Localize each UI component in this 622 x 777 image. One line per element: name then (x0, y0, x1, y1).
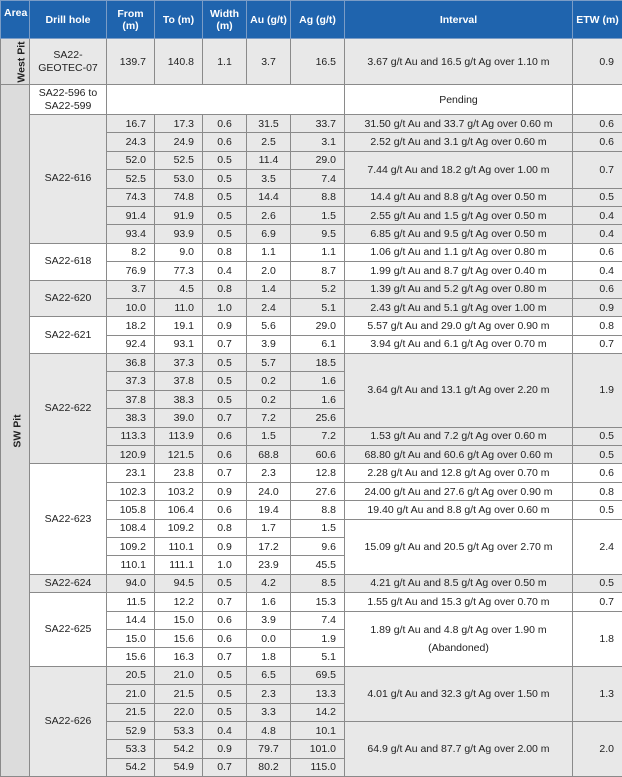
from-cell: 20.5 (107, 666, 155, 684)
etw-cell: 0.5 (573, 427, 622, 445)
from-cell: 139.7 (107, 39, 155, 85)
interval-cell: 15.09 g/t Au and 20.5 g/t Ag over 2.70 m (345, 519, 573, 574)
empty-cell (573, 85, 622, 115)
ag-cell: 1.1 (291, 243, 345, 261)
au-cell: 3.3 (247, 703, 291, 721)
to-cell: 39.0 (155, 409, 203, 427)
header-width: Width (m) (203, 1, 247, 39)
width-cell: 0.5 (203, 354, 247, 372)
ag-cell: 14.2 (291, 703, 345, 721)
au-cell: 11.4 (247, 151, 291, 169)
ag-cell: 1.6 (291, 372, 345, 390)
interval-cell: 4.01 g/t Au and 32.3 g/t Ag over 1.50 m (345, 666, 573, 721)
au-cell: 6.9 (247, 225, 291, 243)
width-cell: 0.7 (203, 593, 247, 611)
au-cell: 23.9 (247, 556, 291, 574)
from-cell: 120.9 (107, 446, 155, 464)
au-cell: 5.7 (247, 354, 291, 372)
to-cell: 23.8 (155, 464, 203, 482)
ag-cell: 18.5 (291, 354, 345, 372)
to-cell: 37.3 (155, 354, 203, 372)
to-cell: 94.5 (155, 574, 203, 592)
interval-cell: 6.85 g/t Au and 9.5 g/t Ag over 0.50 m (345, 225, 573, 243)
from-cell: 54.2 (107, 758, 155, 776)
au-cell: 1.8 (247, 648, 291, 666)
header-to: To (m) (155, 1, 203, 39)
drill-hole-cell: SA22-GEOTEC-07 (30, 39, 107, 85)
from-cell: 74.3 (107, 188, 155, 206)
to-cell: 4.5 (155, 280, 203, 298)
table-row (1, 593, 622, 611)
interval-cell: 64.9 g/t Au and 87.7 g/t Ag over 2.00 m (345, 721, 573, 776)
ag-cell: 8.7 (291, 262, 345, 280)
table-row (1, 85, 622, 115)
ag-cell: 5.2 (291, 280, 345, 298)
width-cell: 0.6 (203, 115, 247, 133)
table-row (1, 354, 622, 372)
etw-cell: 2.0 (573, 721, 622, 776)
width-cell: 1.0 (203, 298, 247, 316)
width-cell: 1.1 (203, 39, 247, 85)
width-cell: 0.5 (203, 372, 247, 390)
width-cell: 0.6 (203, 611, 247, 629)
width-cell: 0.5 (203, 151, 247, 169)
to-cell: 109.2 (155, 519, 203, 537)
drill-hole-cell: SA22-625 (30, 593, 107, 667)
au-cell: 2.0 (247, 262, 291, 280)
header-au: Au (g/t) (247, 1, 291, 39)
width-cell: 0.9 (203, 482, 247, 500)
etw-cell: 0.6 (573, 243, 622, 261)
width-cell: 0.5 (203, 685, 247, 703)
interval-cell: 24.00 g/t Au and 27.6 g/t Ag over 0.90 m (345, 482, 573, 500)
width-cell: 0.7 (203, 648, 247, 666)
interval-cell: 2.55 g/t Au and 1.5 g/t Ag over 0.50 m (345, 206, 573, 224)
header-area: Area (1, 1, 30, 39)
table-row (1, 39, 622, 85)
header-drill-hole: Drill hole (30, 1, 107, 39)
to-cell: 93.1 (155, 335, 203, 353)
header-ag: Ag (g/t) (291, 1, 345, 39)
width-cell: 0.5 (203, 188, 247, 206)
etw-cell: 0.4 (573, 262, 622, 280)
to-cell: 15.0 (155, 611, 203, 629)
au-cell: 7.2 (247, 409, 291, 427)
drill-hole-cell: SA22-626 (30, 666, 107, 776)
to-cell: 21.0 (155, 666, 203, 684)
etw-cell: 0.6 (573, 464, 622, 482)
etw-cell: 0.9 (573, 298, 622, 316)
etw-cell: 0.7 (573, 151, 622, 188)
etw-cell: 0.7 (573, 593, 622, 611)
header-row (1, 1, 622, 39)
table-row (1, 115, 622, 133)
from-cell: 108.4 (107, 519, 155, 537)
drill-hole-cell: SA22-623 (30, 464, 107, 574)
abandoned-note: (Abandoned) (349, 641, 568, 655)
etw-cell: 0.4 (573, 206, 622, 224)
au-cell: 0.2 (247, 390, 291, 408)
width-cell: 0.5 (203, 574, 247, 592)
drill-hole-cell: SA22-618 (30, 243, 107, 280)
from-cell: 21.0 (107, 685, 155, 703)
width-cell: 0.7 (203, 758, 247, 776)
empty-cell (107, 85, 345, 115)
from-cell: 93.4 (107, 225, 155, 243)
ag-cell: 25.6 (291, 409, 345, 427)
to-cell: 106.4 (155, 501, 203, 519)
from-cell: 18.2 (107, 317, 155, 335)
ag-cell: 60.6 (291, 446, 345, 464)
ag-cell: 5.1 (291, 648, 345, 666)
to-cell: 24.9 (155, 133, 203, 151)
au-cell: 5.6 (247, 317, 291, 335)
to-cell: 15.6 (155, 629, 203, 647)
interval-cell: 5.57 g/t Au and 29.0 g/t Ag over 0.90 m (345, 317, 573, 335)
au-cell: 4.2 (247, 574, 291, 592)
au-cell: 0.2 (247, 372, 291, 390)
etw-cell: 0.7 (573, 335, 622, 353)
width-cell: 0.8 (203, 519, 247, 537)
table-row (1, 243, 622, 261)
interval-cell: 1.06 g/t Au and 1.1 g/t Ag over 0.80 m (345, 243, 573, 261)
table-row (1, 317, 622, 335)
ag-cell: 15.3 (291, 593, 345, 611)
ag-cell: 16.5 (291, 39, 345, 85)
au-cell: 4.8 (247, 721, 291, 739)
ag-cell: 8.8 (291, 501, 345, 519)
au-cell: 2.5 (247, 133, 291, 151)
header-etw: ETW (m) (573, 1, 622, 39)
width-cell: 0.6 (203, 501, 247, 519)
width-cell: 0.4 (203, 721, 247, 739)
ag-cell: 6.1 (291, 335, 345, 353)
to-cell: 21.5 (155, 685, 203, 703)
au-cell: 6.5 (247, 666, 291, 684)
etw-cell: 0.5 (573, 188, 622, 206)
to-cell: 77.3 (155, 262, 203, 280)
ag-cell: 69.5 (291, 666, 345, 684)
interval-cell: 3.67 g/t Au and 16.5 g/t Ag over 1.10 m (345, 39, 573, 85)
width-cell: 0.7 (203, 335, 247, 353)
from-cell: 91.4 (107, 206, 155, 224)
from-cell: 52.0 (107, 151, 155, 169)
from-cell: 24.3 (107, 133, 155, 151)
to-cell: 110.1 (155, 537, 203, 555)
etw-cell: 0.5 (573, 501, 622, 519)
interval-cell: 4.21 g/t Au and 8.5 g/t Ag over 0.50 m (345, 574, 573, 592)
ag-cell: 13.3 (291, 685, 345, 703)
etw-cell: 1.8 (573, 611, 622, 666)
etw-cell: 1.3 (573, 666, 622, 721)
from-cell: 37.3 (107, 372, 155, 390)
au-cell: 3.9 (247, 335, 291, 353)
au-cell: 19.4 (247, 501, 291, 519)
from-cell: 53.3 (107, 740, 155, 758)
from-cell: 15.0 (107, 629, 155, 647)
au-cell: 1.6 (247, 593, 291, 611)
interval-cell: 68.80 g/t Au and 60.6 g/t Ag over 0.60 m (345, 446, 573, 464)
au-cell: 1.7 (247, 519, 291, 537)
to-cell: 11.0 (155, 298, 203, 316)
drill-hole-cell: SA22-624 (30, 574, 107, 592)
width-cell: 0.7 (203, 464, 247, 482)
area-west-pit: West Pit (1, 39, 30, 85)
to-cell: 121.5 (155, 446, 203, 464)
interval-cell: 3.94 g/t Au and 6.1 g/t Ag over 0.70 m (345, 335, 573, 353)
au-cell: 0.0 (247, 629, 291, 647)
table-row (1, 574, 622, 592)
from-cell: 94.0 (107, 574, 155, 592)
interval-cell: 3.64 g/t Au and 13.1 g/t Ag over 2.20 m (345, 354, 573, 428)
interval-cell: 2.52 g/t Au and 3.1 g/t Ag over 0.60 m (345, 133, 573, 151)
width-cell: 0.5 (203, 206, 247, 224)
from-cell: 3.7 (107, 280, 155, 298)
ag-cell: 115.0 (291, 758, 345, 776)
to-cell: 53.0 (155, 170, 203, 188)
to-cell: 19.1 (155, 317, 203, 335)
au-cell: 68.8 (247, 446, 291, 464)
from-cell: 14.4 (107, 611, 155, 629)
width-cell: 0.4 (203, 262, 247, 280)
au-cell: 79.7 (247, 740, 291, 758)
from-cell: 37.8 (107, 390, 155, 408)
width-cell: 0.6 (203, 629, 247, 647)
from-cell: 102.3 (107, 482, 155, 500)
ag-cell: 10.1 (291, 721, 345, 739)
to-cell: 22.0 (155, 703, 203, 721)
from-cell: 15.6 (107, 648, 155, 666)
table-row (1, 666, 622, 684)
width-cell: 0.5 (203, 666, 247, 684)
etw-cell: 1.9 (573, 354, 622, 428)
au-cell: 1.1 (247, 243, 291, 261)
from-cell: 105.8 (107, 501, 155, 519)
from-cell: 52.9 (107, 721, 155, 739)
au-cell: 14.4 (247, 188, 291, 206)
from-cell: 16.7 (107, 115, 155, 133)
from-cell: 11.5 (107, 593, 155, 611)
drill-hole-cell: SA22-621 (30, 317, 107, 354)
etw-cell: 0.8 (573, 482, 622, 500)
interval-cell: 2.28 g/t Au and 12.8 g/t Ag over 0.70 m (345, 464, 573, 482)
ag-cell: 9.5 (291, 225, 345, 243)
ag-cell: 8.8 (291, 188, 345, 206)
width-cell: 0.5 (203, 225, 247, 243)
to-cell: 91.9 (155, 206, 203, 224)
ag-cell: 8.5 (291, 574, 345, 592)
to-cell: 16.3 (155, 648, 203, 666)
au-cell: 1.4 (247, 280, 291, 298)
to-cell: 111.1 (155, 556, 203, 574)
pending-cell: Pending (345, 85, 573, 115)
interval-text: 1.89 g/t Au and 4.8 g/t Ag over 1.90 m (349, 623, 568, 637)
width-cell: 0.6 (203, 446, 247, 464)
ag-cell: 1.5 (291, 206, 345, 224)
etw-cell: 0.5 (573, 574, 622, 592)
interval-cell: 2.43 g/t Au and 5.1 g/t Ag over 1.00 m (345, 298, 573, 316)
ag-cell: 45.5 (291, 556, 345, 574)
etw-cell: 0.6 (573, 115, 622, 133)
width-cell: 0.9 (203, 740, 247, 758)
interval-cell: 1.39 g/t Au and 5.2 g/t Ag over 0.80 m (345, 280, 573, 298)
ag-cell: 1.5 (291, 519, 345, 537)
ag-cell: 33.7 (291, 115, 345, 133)
width-cell: 0.8 (203, 280, 247, 298)
drill-hole-cell: SA22-616 (30, 115, 107, 244)
au-cell: 1.5 (247, 427, 291, 445)
ag-cell: 7.2 (291, 427, 345, 445)
interval-cell: 1.55 g/t Au and 15.3 g/t Ag over 0.70 m (345, 593, 573, 611)
etw-cell: 0.9 (573, 39, 622, 85)
width-cell: 0.5 (203, 703, 247, 721)
width-cell: 0.5 (203, 390, 247, 408)
from-cell: 8.2 (107, 243, 155, 261)
from-cell: 23.1 (107, 464, 155, 482)
au-cell: 3.5 (247, 170, 291, 188)
etw-cell: 0.6 (573, 133, 622, 151)
to-cell: 37.8 (155, 372, 203, 390)
au-cell: 2.6 (247, 206, 291, 224)
ag-cell: 29.0 (291, 151, 345, 169)
ag-cell: 12.8 (291, 464, 345, 482)
from-cell: 10.0 (107, 298, 155, 316)
au-cell: 24.0 (247, 482, 291, 500)
from-cell: 109.2 (107, 537, 155, 555)
to-cell: 74.8 (155, 188, 203, 206)
au-cell: 31.5 (247, 115, 291, 133)
to-cell: 54.9 (155, 758, 203, 776)
etw-cell: 0.6 (573, 280, 622, 298)
etw-cell: 0.5 (573, 446, 622, 464)
ag-cell: 5.1 (291, 298, 345, 316)
au-cell: 3.9 (247, 611, 291, 629)
ag-cell: 1.6 (291, 390, 345, 408)
au-cell: 80.2 (247, 758, 291, 776)
from-cell: 52.5 (107, 170, 155, 188)
interval-cell: 14.4 g/t Au and 8.8 g/t Ag over 0.50 m (345, 188, 573, 206)
from-cell: 110.1 (107, 556, 155, 574)
au-cell: 17.2 (247, 537, 291, 555)
to-cell: 9.0 (155, 243, 203, 261)
from-cell: 92.4 (107, 335, 155, 353)
ag-cell: 3.1 (291, 133, 345, 151)
au-cell: 2.3 (247, 464, 291, 482)
to-cell: 140.8 (155, 39, 203, 85)
width-cell: 0.9 (203, 537, 247, 555)
to-cell: 52.5 (155, 151, 203, 169)
to-cell: 38.3 (155, 390, 203, 408)
drill-hole-cell: SA22-596 to SA22-599 (30, 85, 107, 115)
interval-cell: 7.44 g/t Au and 18.2 g/t Ag over 1.00 m (345, 151, 573, 188)
ag-cell: 1.9 (291, 629, 345, 647)
to-cell: 93.9 (155, 225, 203, 243)
ag-cell: 29.0 (291, 317, 345, 335)
drill-hole-cell: SA22-622 (30, 354, 107, 464)
to-cell: 54.2 (155, 740, 203, 758)
width-cell: 0.7 (203, 409, 247, 427)
table-row (1, 464, 622, 482)
from-cell: 38.3 (107, 409, 155, 427)
etw-cell: 0.4 (573, 225, 622, 243)
ag-cell: 27.6 (291, 482, 345, 500)
to-cell: 103.2 (155, 482, 203, 500)
interval-cell: 31.50 g/t Au and 33.7 g/t Ag over 0.60 m (345, 115, 573, 133)
interval-cell: 19.40 g/t Au and 8.8 g/t Ag over 0.60 m (345, 501, 573, 519)
ag-cell: 9.6 (291, 537, 345, 555)
interval-cell: 1.53 g/t Au and 7.2 g/t Ag over 0.60 m (345, 427, 573, 445)
drill-hole-cell: SA22-620 (30, 280, 107, 317)
width-cell: 1.0 (203, 556, 247, 574)
au-cell: 3.7 (247, 39, 291, 85)
width-cell: 0.8 (203, 243, 247, 261)
from-cell: 113.3 (107, 427, 155, 445)
header-from: From (m) (107, 1, 155, 39)
to-cell: 113.9 (155, 427, 203, 445)
to-cell: 12.2 (155, 593, 203, 611)
from-cell: 36.8 (107, 354, 155, 372)
area-sw-pit: SW Pit (1, 85, 30, 777)
ag-cell: 7.4 (291, 611, 345, 629)
ag-cell: 101.0 (291, 740, 345, 758)
width-cell: 0.6 (203, 427, 247, 445)
to-cell: 53.3 (155, 721, 203, 739)
width-cell: 0.6 (203, 133, 247, 151)
from-cell: 21.5 (107, 703, 155, 721)
au-cell: 2.3 (247, 685, 291, 703)
table-row (1, 280, 622, 298)
etw-cell: 2.4 (573, 519, 622, 574)
header-interval: Interval (345, 1, 573, 39)
interval-cell: 1.99 g/t Au and 8.7 g/t Ag over 0.40 m (345, 262, 573, 280)
au-cell: 2.4 (247, 298, 291, 316)
width-cell: 0.9 (203, 317, 247, 335)
ag-cell: 7.4 (291, 170, 345, 188)
to-cell: 17.3 (155, 115, 203, 133)
etw-cell: 0.8 (573, 317, 622, 335)
interval-cell (345, 611, 573, 666)
width-cell: 0.5 (203, 170, 247, 188)
from-cell: 76.9 (107, 262, 155, 280)
